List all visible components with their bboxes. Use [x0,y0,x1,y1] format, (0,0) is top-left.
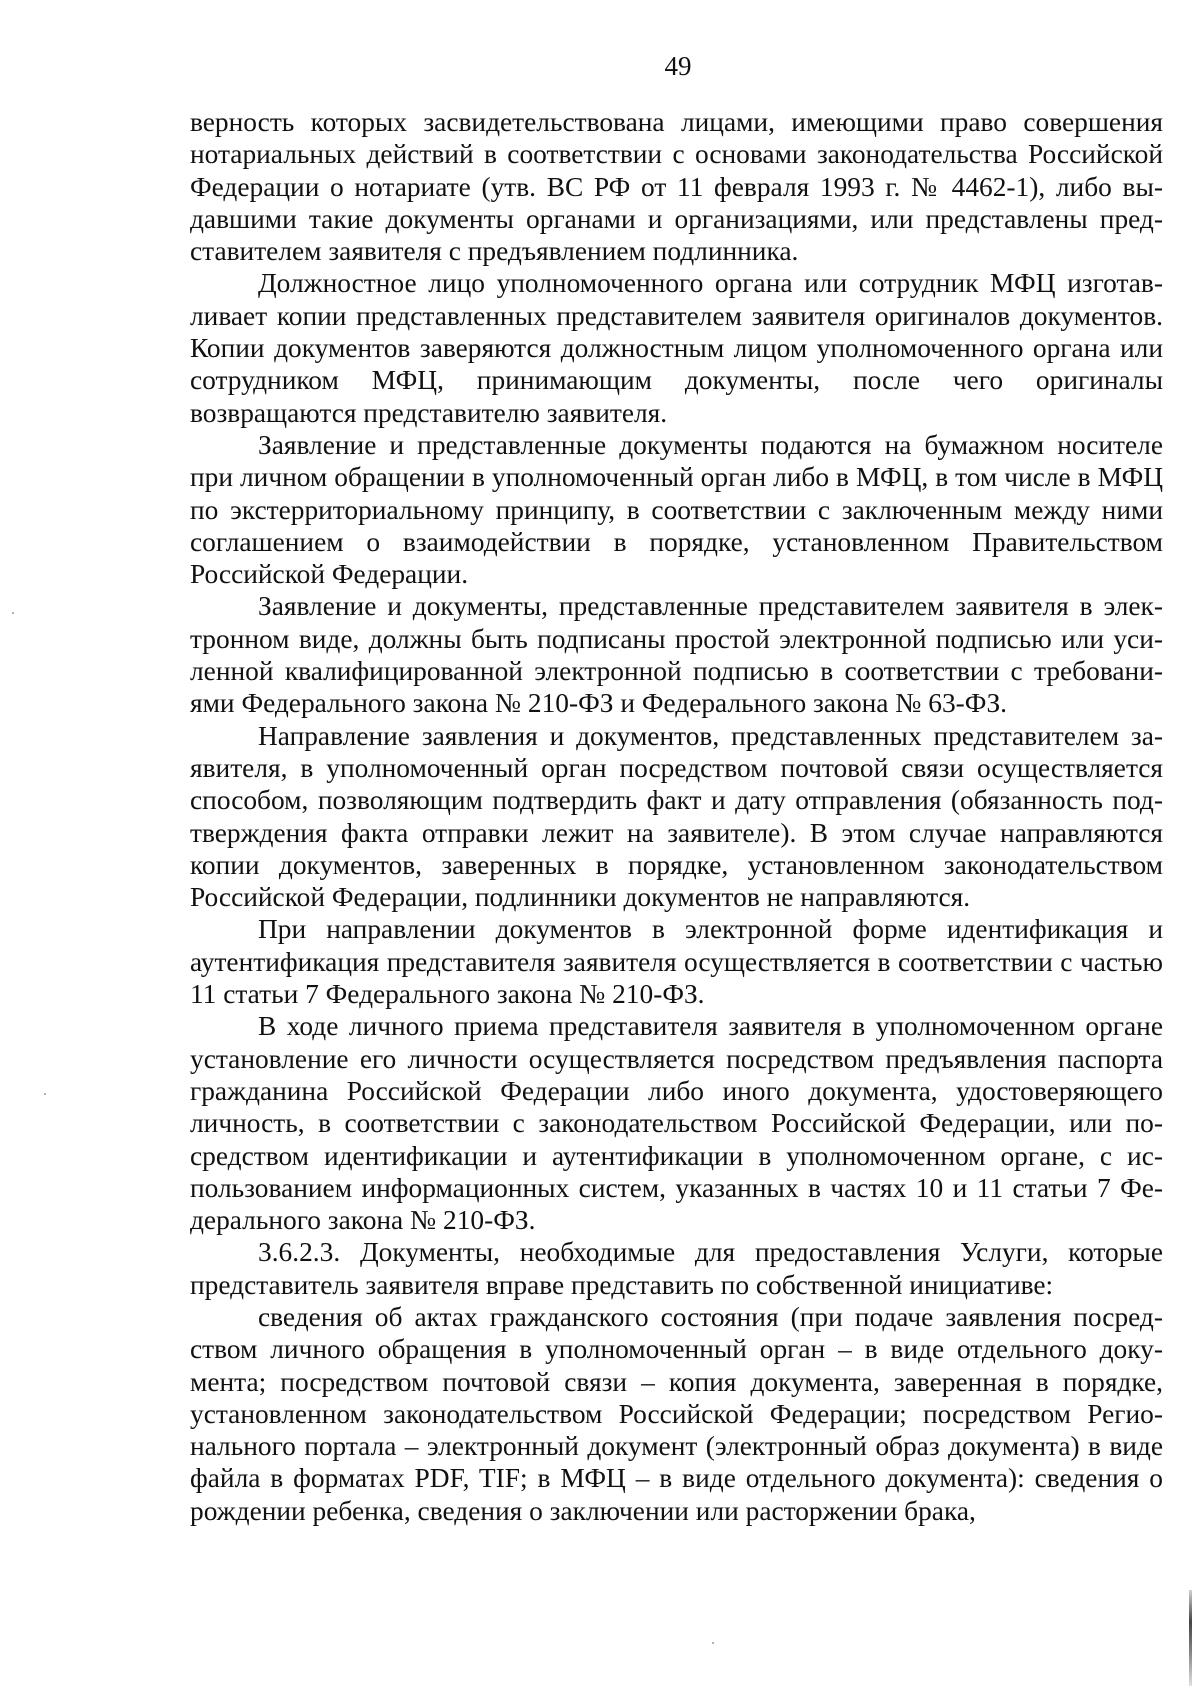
paragraph-civil-status-records: сведения об актах гражданского состояния (при подаче заявления посредством личного обращения в уполномоченный орган – в виде отдельного документа; посредством почтовой связи – копия документа, заверенная в порядке, установленном законодательством Российской Федерации; посредством Регионального портала – электронный документ (электронный образ документа) в виде файла в форматах PDF, TIF; в МФЦ – в виде отдельного документа): сведения о рождении ребенка, сведения о заключении или расторжении брака, [190,1301,1163,1526]
paragraph-copies: Должностное лицо уполномоченного органа или сотрудник МФЦ изготавливает копии представленных представителем заявителя оригиналов документов. Копии документов заверяются должностным лицом уполномоченного органа или сотрудником МФЦ, принимающим документы, после чего оригиналы возвращаются представителю заявителя. [190,268,1163,428]
document-body [190,106,1163,1527]
scan-speck [44,1093,46,1095]
paragraph-continuation: верность которых засвидетельствована лицами, имеющими право совершения нотариальных действий в соответствии с основами законодательства Российской Федерации о нотариате (утв. ВС РФ от 11 февраля 1993 г. № 4462-1), либо выдавшими такие документы органами и организациями, или представлены представителем заявителя с предъявлением подлинника. [190,107,1163,267]
paragraph-personal-reception: В ходе личного приема представителя заявителя в уполномоченном органе установление его личности осуществляется посредством предъявления паспорта гражданина Российской Федерации либо иного документа, удостоверяющего личность, в соответствии с законодательством Российской Федерации, или посредством идентификации и аутентификации в уполномоченном органе, с использованием информационных систем, указанных в частях 10 и 11 статьи 7 Федерального закона № 210-ФЗ. [190,1011,1163,1236]
scan-speck [712,1642,714,1644]
paragraph-postal-submission: Направление заявления и документов, представленных представителем заявителя, в уполномоченный орган посредством почтовой связи осуществляется способом, позволяющим подтвердить факт и дату отправления (обязанность подтверждения факта отправки лежит на заявителе). В этом случае направляются копии документов, заверенных в порядке, установленном законодательством Российской Федерации, подлинники документов не направляются. [190,720,1163,913]
paragraph-paper-submission: Заявление и представленные документы подаются на бумажном носителе при личном обращении в уполномоченный орган либо в МФЦ, в том числе в МФЦ по экстерриториальному принципу, в соответствии с заключенным между ними соглашением о взаимодействии в порядке, установленном Правительством Российской Федерации. [190,429,1163,590]
page-number: 49 [664,51,692,81]
paragraph-electronic-signature: Заявление и документы, представленные представителем заявителя в электронном виде, должны быть подписаны простой электронной подписью или усиленной квалифицированной электронной подписью в соответствии с требованиями Федерального закона № 210-ФЗ и Федерального закона № 63-ФЗ. [190,591,1163,719]
scan-edge-mark [1189,1590,1192,1686]
paragraph-authentication: При направлении документов в электронной форме идентификация и аутентификация представителя заявителя осуществляется в соответствии с частью 11 статьи 7 Федерального закона № 210-ФЗ. [190,914,1163,1010]
scan-speck [12,612,14,614]
paragraph-section-3-6-2-3: 3.6.2.3. Документы, необходимые для предоставления Услуги, которые представитель заявителя вправе представить по собственной инициативе: [190,1237,1163,1300]
